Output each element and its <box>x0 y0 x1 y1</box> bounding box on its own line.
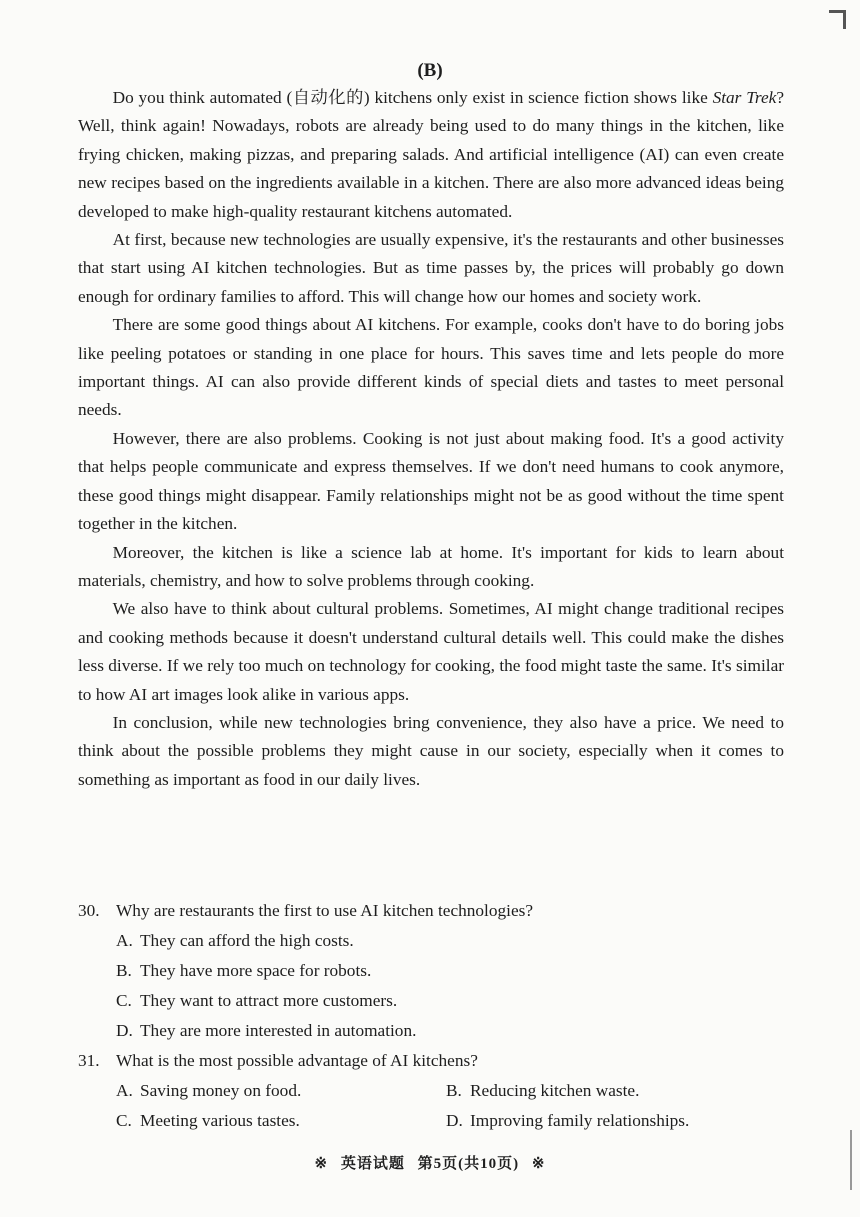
corner-crop-mark <box>829 10 846 29</box>
question-31 <box>78 1046 778 1136</box>
option-a: A. Saving money on food. <box>116 1081 302 1100</box>
option-d: D. They are more interested in automation. <box>116 1021 417 1040</box>
option-b: B. Reducing kitchen waste. <box>446 1081 640 1100</box>
passage-paragraph-7: In conclusion, while new technologies bring convenience, they also have a price. We need to think about the possible problems they might cause in our society, especially when it comes to something as important as food in our daily lives. <box>78 712 784 789</box>
passage-paragraph-4: However, there are also problems. Cooking is not just about making food. It's a good activity that helps people communicate and express themselves. If we don't need humans to cook anymore, these good things might disappear. Family relationships might not be as good without the time spent together in the kitchen. <box>78 428 784 534</box>
option-b: B. They have more space for robots. <box>116 961 372 980</box>
passage-paragraph-6: We also have to think about cultural problems. Sometimes, AI might change traditional recipes and cooking methods because it doesn't understand cultural details well. This could make the dishes less diverse. If we rely too much on technology for cooking, the food might taste the same. It's similar to how AI art images look alike in various apps. <box>78 599 784 704</box>
option-row <box>78 1076 778 1106</box>
question-stem: 30. Why are restaurants the first to use AI kitchen technologies? <box>78 896 778 926</box>
option-c: C. They want to attract more customers. <box>116 991 398 1010</box>
footer-subject: 英语试题 <box>340 1156 405 1172</box>
reading-passage <box>78 84 784 794</box>
show-title: Star Trek <box>712 88 777 107</box>
footer-mark-icon: ※ <box>314 1156 329 1172</box>
section-title: (B) <box>417 60 443 81</box>
option-c: C. Meeting various tastes. <box>116 1111 300 1130</box>
question-number: 31. <box>78 1051 100 1070</box>
passage-paragraph-3: There are some good things about AI kitchens. For example, cooks don't have to do boring jobs like peeling potatoes or standing in one place for hours. This saves time and lets people do more important things. AI can also provide different kinds of special diets and tastes to meet personal needs. <box>78 315 784 420</box>
passage-paragraph-5: Moreover, the kitchen is like a science lab at home. It's important for kids to learn about materials, chemistry, and how to solve problems through cooking. <box>78 542 784 590</box>
page-footer <box>0 1152 860 1173</box>
option-row <box>78 1106 778 1136</box>
footer-page-number: 第5页(共10页) <box>417 1156 520 1172</box>
question-stem: 31. What is the most possible advantage of AI kitchens? <box>78 1046 778 1076</box>
option-a: A. They can afford the high costs. <box>116 931 354 950</box>
passage-paragraph-2: At first, because new technologies are usually expensive, it's the restaurants and other businesses that start using AI kitchen technologies. But as time passes by, the prices will probably go down enough for ordinary families to afford. This will change how our homes and society work. <box>78 230 784 306</box>
question-30 <box>78 896 778 1046</box>
option-d: D. Improving family relationships. <box>446 1111 690 1130</box>
passage-paragraph-1: Do you think automated (自动化的) kitchens only exist in science fiction shows like Star Trek? Well, think again! Nowadays, robots are already being used to do many things in the kitchen, like frying chicken, making pizzas, and preparing salads. And artificial intelligence (AI) can even create new recipes based on the ingredients available in a kitchen. There are also more advanced ideas being developed to make high-quality restaurant kitchens automated. <box>78 88 784 221</box>
question-list <box>78 896 778 1136</box>
footer-mark-icon: ※ <box>531 1156 546 1172</box>
question-number: 30. <box>78 901 100 920</box>
